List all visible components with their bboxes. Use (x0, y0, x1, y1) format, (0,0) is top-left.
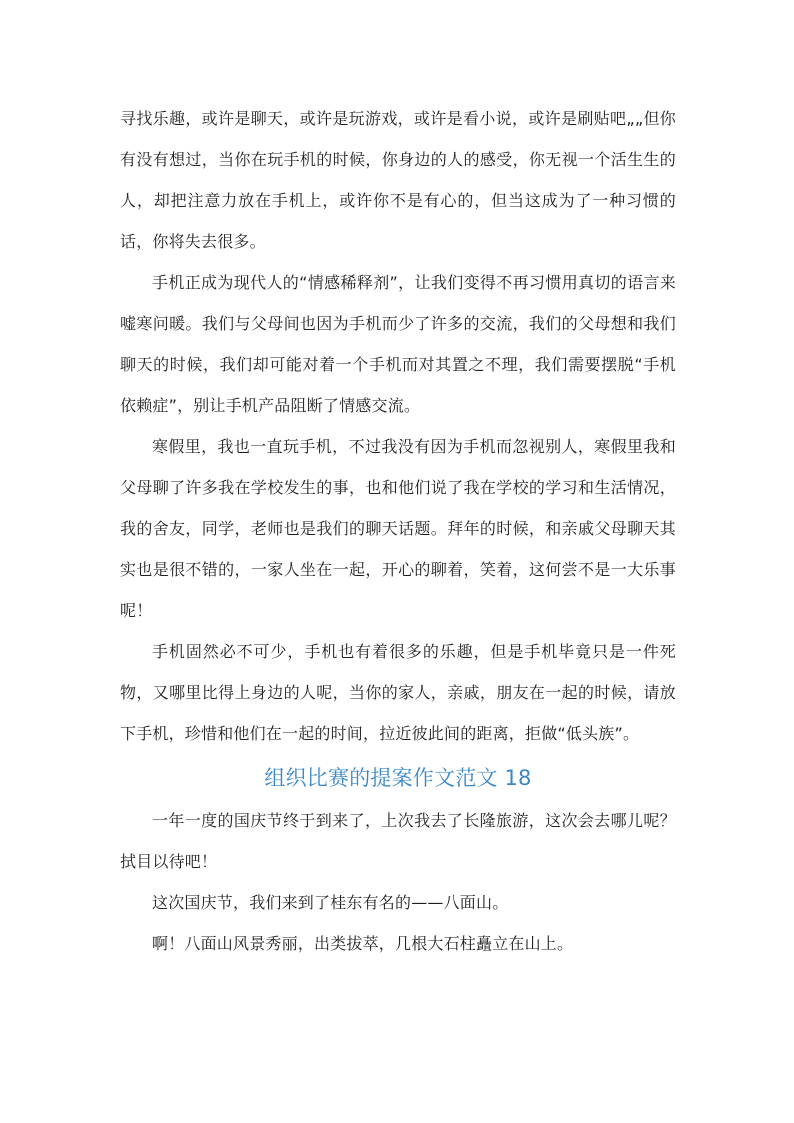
paragraph-national-day: 一年一度的国庆节终于到来了，上次我去了长隆旅游，这次会去哪儿呢？拭目以待吧！ (120, 811, 676, 871)
paragraph-winter-break: 寒假里，我也一直玩手机，不过我没有因为手机而忽视别人，寒假里我和父母聊了许多我在学校发生的事，也和他们说了我在学校的学习和生活情况，我的舍友，同学，老师也是我们的聊天话题。拜年的时候，和亲戚父母聊天其实也是很不错的，一家人坐在一起，开心的聊着，笑着，这何尝不是一大乐事呢！ (120, 437, 676, 620)
paragraph-scenery: 啊！八面山风景秀丽，出类拔萃，几根大石柱矗立在山上。 (152, 934, 574, 953)
paragraph-continued: 寻找乐趣，或许是聊天，或许是玩游戏，或许是看小说，或许是刷贴吧„„但你有没有想过，当你在玩手机的时候，你身边的人的感受，你无视一个活生生的人，却把注意力放在手机上，或许你不是有心的，但当这成为了一种习惯的话，你将失去很多。 (120, 109, 676, 251)
paragraph-put-down-phone: 手机固然必不可少，手机也有着很多的乐趣，但是手机毕竟只是一件死物，又哪里比得上身边的人呢，当你的家人，亲戚，朋友在一起的时候，请放下手机，珍惜和他们在一起的时间，拉近彼此间的距离，拒做“低头族”。 (120, 642, 676, 743)
document-page (120, 98, 676, 964)
section-title: 组织比赛的提案作文范文 18 (264, 766, 532, 790)
paragraph-bamian-mountain: 这次国庆节，我们来到了桂东有名的——八面山。 (152, 893, 509, 912)
paragraph-emotional-diluent: 手机正成为现代人的“情感稀释剂”，让我们变得不再习惯用真切的语言来嘘寒问暖。我们与父母间也因为手机而少了许多的交流，我们的父母想和我们聊天的时候，我们却可能对着一个手机而对其置之不理，我们需要摆脱“手机依赖症”，别让手机产品阻断了情感交流。 (120, 273, 676, 415)
